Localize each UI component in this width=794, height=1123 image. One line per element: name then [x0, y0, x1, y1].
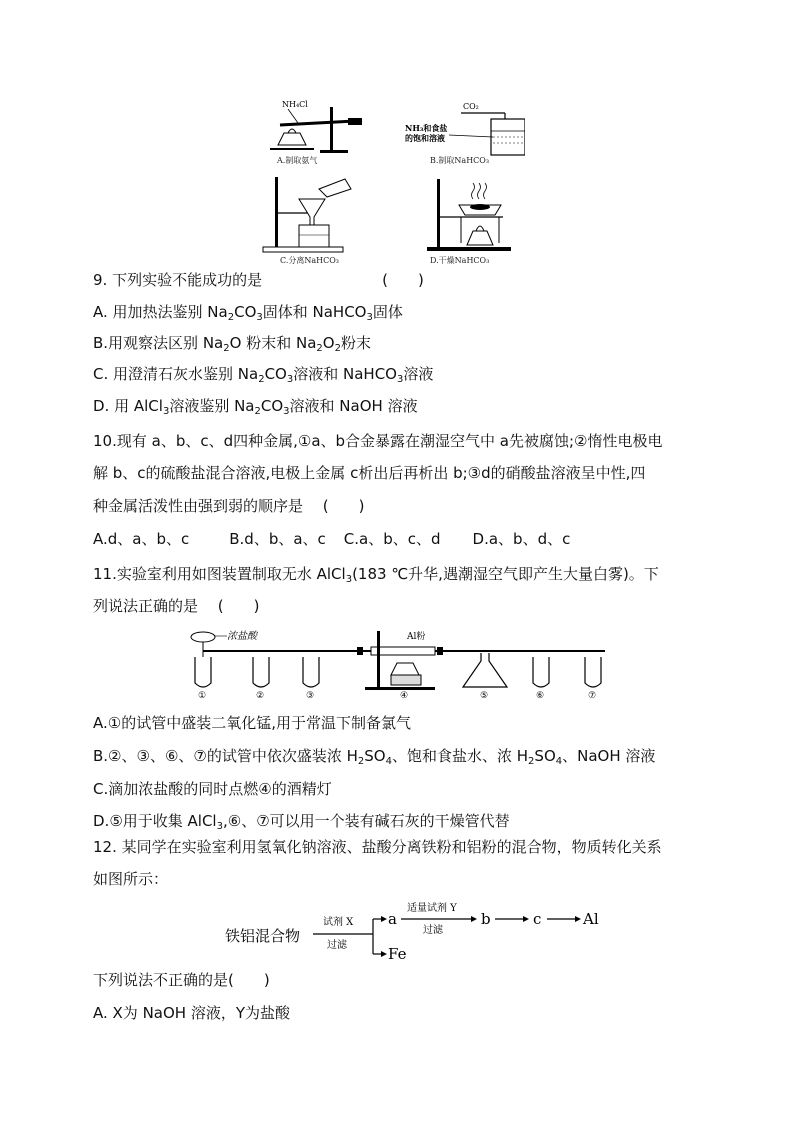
apparatus-b-co2-label: CO₂	[463, 102, 479, 111]
al-powder-label: Al粉	[407, 632, 426, 642]
q12-question: 下列说法不正确的是( )	[93, 971, 270, 989]
separation-flow-diagram	[225, 898, 615, 964]
flow-filter2: 过滤	[423, 925, 443, 936]
q9-option-d: D. 用 AlCl$_3$溶液鉴别 $Na_2CO_3$溶液和 NaOH 溶液	[93, 397, 418, 417]
apparatus-a-caption: A.制取氨气	[277, 156, 318, 165]
q10-line1: 10.现有 a、b、c、d四种金属,①a、b合金暴露在潮湿空气中 a先被腐蚀;②惰性电极电	[93, 432, 663, 450]
flow-c: c	[533, 910, 542, 928]
num-6: ⑥	[536, 691, 545, 699]
flow-fe: Fe	[388, 945, 407, 963]
q11-option-a: A.①的试管中盛装二氧化锰,用于常温下制备氯气	[93, 714, 411, 732]
apparatus-a-nh4cl-label: NH₄Cl	[282, 100, 308, 109]
apparatus-b-label-line2: 的饱和溶液	[405, 133, 445, 143]
flow-reagent-x: 试剂 X	[323, 917, 354, 928]
flow-b: b	[481, 910, 491, 928]
apparatus-a-drawing	[260, 97, 375, 155]
apparatus-d-drawing	[423, 177, 523, 255]
q10-line3: 种金属活泼性由强到弱的顺序是 ( )	[93, 497, 365, 515]
q12-option-a: A. X为 NaOH 溶液，Y为盐酸	[93, 1004, 291, 1022]
flow-reagent-y: 适量试剂 Y	[407, 903, 457, 914]
q12-line1: 12. 某同学在实验室利用氢氧化钠溶液、盐酸分离铁粉和铝粉的混合物，物质转化关系	[93, 838, 662, 856]
num-2: ②	[256, 691, 265, 699]
apparatus-figure-top	[255, 97, 545, 267]
num-5: ⑤	[480, 691, 489, 699]
apparatus-c-drawing	[255, 173, 375, 255]
num-7: ⑦	[588, 691, 597, 699]
num-1: ①	[198, 691, 207, 699]
flow-a: a	[388, 910, 397, 928]
q12-line2: 如图所示：	[93, 870, 169, 888]
q9-option-c: C. 用澄清石灰水鉴别 $Na_2CO_3$溶液和 NaHCO$_3$溶液	[93, 365, 434, 385]
q10-option-d: D.a、b、d、c	[472, 530, 571, 548]
q10-option-c: C.a、b、c、d	[343, 530, 441, 548]
apparatus-b-caption: B.制取NaHCO₃	[430, 156, 490, 165]
apparatus-train-figure	[185, 627, 615, 699]
q10-option-b: B.d、b、a、c	[229, 530, 326, 548]
apparatus-d-caption: D.干燥NaHCO₃	[430, 256, 490, 265]
q11-option-c: C.滴加浓盐酸的同时点燃④的酒精灯	[93, 780, 332, 798]
q10-option-a: A.d、a、b、c	[93, 530, 190, 548]
flow-start: 铁铝混合物	[225, 927, 301, 945]
q11-line1: 11.实验室利用如图装置制取无水 AlCl$_3$(183 ℃升华,遇潮湿空气即产生大量白雾)。下	[93, 565, 659, 585]
q10-line2: 解 b、c的硫酸盐混合溶液,电极上金属 c析出后再析出 b;③d的硝酸盐溶液呈中性,四	[93, 464, 646, 482]
q9-option-b: B.用观察法区别 $Na_2O$ 粉末和 $Na_2O_2$粉末	[93, 334, 371, 354]
q11-option-b: B.②、③、⑥、⑦的试管中依次盛装浓 $H_2SO_4$、饱和食盐水、浓 $H_2SO_4$、NaOH 溶液	[93, 747, 656, 767]
apparatus-b-drawing	[405, 99, 525, 157]
num-4: ④	[400, 691, 409, 699]
q10-options	[93, 529, 570, 549]
num-3: ③	[306, 691, 315, 699]
q11-line2: 列说法正确的是 ( )	[93, 597, 260, 615]
apparatus-c-caption: C.分离NaHCO₃	[280, 256, 340, 265]
flow-filter1: 过滤	[327, 940, 347, 951]
q9-stem: 9. 下列实验不能成功的是 ( )	[93, 271, 424, 289]
q11-option-d: D.⑤用于收集 AlCl$_3$,⑥、⑦可以用一个装有碱石灰的干燥管代替	[93, 812, 510, 832]
flow-al: Al	[583, 910, 599, 928]
apparatus-b-label-line1: NH₃和食盐	[405, 123, 448, 133]
q9-option-a: A. 用加热法鉴别 $Na_2CO_3$固体和 NaHCO$_3$固体	[93, 303, 403, 323]
acid-label: 浓盐酸	[227, 631, 257, 642]
